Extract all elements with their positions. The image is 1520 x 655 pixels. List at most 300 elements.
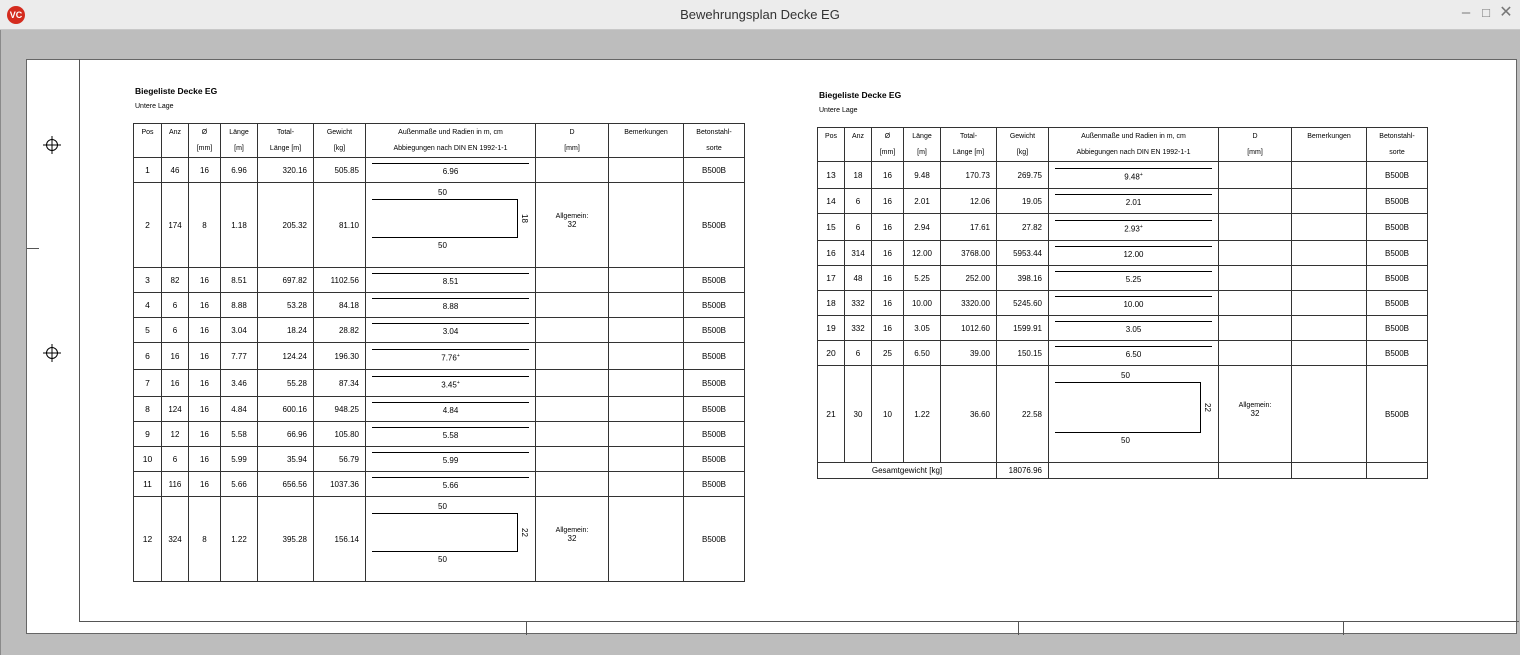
- table-row[interactable]: [134, 422, 745, 447]
- cell-count: 6: [845, 341, 872, 366]
- bar-shape-sketch: [366, 472, 535, 496]
- straight-bar-line: [372, 273, 529, 274]
- straight-bar-line: [1055, 321, 1212, 322]
- cell-bar-shape: [1049, 366, 1219, 463]
- block-title: Biegeliste Decke EG: [135, 86, 218, 96]
- bar-length-label: [1049, 250, 1218, 259]
- cell-steel-grade: B500B: [684, 472, 745, 497]
- cell-mandrel-diameter: [536, 497, 609, 582]
- column-header-total-unit: Länge [m]: [941, 145, 997, 162]
- straight-bar-line: [372, 402, 529, 403]
- straight-bar-line: [372, 427, 529, 428]
- cell-length: 2.01: [904, 189, 941, 214]
- bar-length-value: 6.50: [1125, 349, 1142, 359]
- cell-bar-shape: [1049, 266, 1219, 291]
- cell-total-length: 600.16: [258, 397, 314, 422]
- cell-weight: 1037.36: [314, 472, 366, 497]
- cell-mandrel-diameter: [1219, 316, 1292, 341]
- cell-steel-grade: B500B: [1367, 241, 1428, 266]
- bar-shape-sketch: [366, 344, 535, 368]
- straight-bar-line: [1055, 296, 1212, 297]
- bar-shape-sketch: [366, 183, 535, 267]
- cell-count: 46: [162, 158, 189, 183]
- cell-remarks: [609, 183, 684, 268]
- bar-length-value: 2.01: [1125, 197, 1142, 207]
- table-row[interactable]: [134, 397, 745, 422]
- dimension-top: 50: [438, 188, 447, 197]
- column-header-dia-unit: [mm]: [189, 141, 221, 158]
- cell-total-length: 205.32: [258, 183, 314, 268]
- cell-total-length: 124.24: [258, 343, 314, 370]
- cell-diameter: 16: [872, 291, 904, 316]
- cell-total-length: 55.28: [258, 370, 314, 397]
- cell-weight: 1102.56: [314, 268, 366, 293]
- dimension-side: 18: [519, 213, 529, 223]
- cell-mandrel-diameter: [1219, 266, 1292, 291]
- bar-length-value: 4.84: [442, 405, 459, 415]
- cell-weight: 87.34: [314, 370, 366, 397]
- table-row[interactable]: [134, 497, 745, 582]
- cell-bar-shape: [366, 472, 536, 497]
- cell-length: 12.00: [904, 241, 941, 266]
- cell-bar-shape: [366, 447, 536, 472]
- table-row[interactable]: [818, 162, 1428, 189]
- bending-schedule-table: [817, 127, 1428, 479]
- straight-bar-line: [372, 477, 529, 478]
- bar-length-label: [366, 456, 535, 465]
- cell-count: 174: [162, 183, 189, 268]
- table-header-row: [818, 128, 1428, 145]
- cell-diameter: 16: [189, 293, 221, 318]
- crosshair-icon: [43, 136, 61, 154]
- cell-length: 4.84: [221, 397, 258, 422]
- title-block-divider: [526, 622, 527, 635]
- cell-mandrel-diameter: [1219, 189, 1292, 214]
- table-row[interactable]: [818, 189, 1428, 214]
- cell-diameter: 16: [872, 316, 904, 341]
- cell-weight: 948.25: [314, 397, 366, 422]
- cell-length: 5.25: [904, 266, 941, 291]
- cell-diameter: 25: [872, 341, 904, 366]
- cell-steel-grade: B500B: [1367, 189, 1428, 214]
- cell-length: 2.94: [904, 214, 941, 241]
- table-row[interactable]: [818, 316, 1428, 341]
- cell-grade: [1367, 463, 1428, 479]
- cell-steel-grade: B500B: [1367, 162, 1428, 189]
- cell-pos: 10: [134, 447, 162, 472]
- bar-shape-sketch: [1049, 266, 1218, 290]
- cell-steel-grade: B500B: [684, 268, 745, 293]
- cell-bar-shape: [366, 370, 536, 397]
- cell-length: 6.96: [221, 158, 258, 183]
- column-header-weight-unit: [kg]: [997, 145, 1049, 162]
- cell-mandrel-diameter: [1219, 341, 1292, 366]
- straight-bar-line: [372, 452, 529, 453]
- cell-steel-grade: B500B: [684, 293, 745, 318]
- cell-steel-grade: B500B: [684, 343, 745, 370]
- table-row[interactable]: [134, 370, 745, 397]
- cell-remarks: [609, 318, 684, 343]
- bar-shape-sketch: [1049, 316, 1218, 340]
- cell-mandrel-diameter: [1219, 241, 1292, 266]
- cell-remarks: [609, 268, 684, 293]
- cell-pos: 11: [134, 472, 162, 497]
- cell-weight: 5953.44: [997, 241, 1049, 266]
- cell-length: 3.05: [904, 316, 941, 341]
- cell-length: 1.22: [904, 366, 941, 463]
- bar-length-value: 7.76: [441, 353, 457, 363]
- cell-pos: 5: [134, 318, 162, 343]
- total-weight-value: 18076.96: [997, 463, 1049, 479]
- cell-weight: 150.15: [997, 341, 1049, 366]
- title-block-divider: [1343, 622, 1344, 635]
- cell-length: 1.18: [221, 183, 258, 268]
- column-header-len-unit: [m]: [221, 141, 258, 158]
- cell-pos: 9: [134, 422, 162, 447]
- cell-weight: 5245.60: [997, 291, 1049, 316]
- total-weight-row: [818, 463, 1428, 479]
- cell-diameter: 16: [189, 158, 221, 183]
- bar-length-label: [366, 327, 535, 336]
- table-row[interactable]: [134, 343, 745, 370]
- cell-steel-grade: B500B: [1367, 291, 1428, 316]
- mandrel-value: 32: [567, 220, 577, 229]
- cell-count: 30: [845, 366, 872, 463]
- column-header-pos: Pos: [818, 128, 845, 145]
- cell-count: 16: [162, 343, 189, 370]
- drawing-sheet: [26, 59, 1517, 634]
- cell-steel-grade: B500B: [684, 183, 745, 268]
- column-header-remarks-unit: [609, 141, 684, 158]
- cell-count: 48: [845, 266, 872, 291]
- table-row[interactable]: [134, 472, 745, 497]
- bar-length-label: [366, 353, 535, 363]
- straight-bar-line: [372, 323, 529, 324]
- straight-bar-line: [1055, 220, 1212, 221]
- bar-length-label: [1049, 224, 1218, 234]
- cell-weight: 105.80: [314, 422, 366, 447]
- cell-length: 3.04: [221, 318, 258, 343]
- bar-length-value: 6.96: [442, 166, 459, 176]
- cell-remarks: [1292, 463, 1367, 479]
- cell-diameter: 16: [872, 162, 904, 189]
- cell-total-length: 17.61: [941, 214, 997, 241]
- cell-bar-shape: [1049, 162, 1219, 189]
- cell-pos: 8: [134, 397, 162, 422]
- table-row[interactable]: [818, 366, 1428, 463]
- cell-count: 332: [845, 316, 872, 341]
- cell-d: [1219, 463, 1292, 479]
- cell-count: 12: [162, 422, 189, 447]
- cell-remarks: [1292, 316, 1367, 341]
- cell-count: 332: [845, 291, 872, 316]
- cell-count: 6: [845, 214, 872, 241]
- bar-shape-sketch: [1049, 366, 1218, 462]
- cell-mandrel-diameter: [536, 158, 609, 183]
- cell-steel-grade: B500B: [1367, 316, 1428, 341]
- cell-mandrel-diameter: [536, 370, 609, 397]
- table-row[interactable]: [134, 268, 745, 293]
- column-header-shape-unit: Abbiegungen nach DIN EN 1992-1-1: [1049, 145, 1219, 162]
- cell-remarks: [609, 397, 684, 422]
- maximize-icon[interactable]: □: [1482, 5, 1490, 20]
- mandrel-value: 32: [1250, 409, 1260, 418]
- cell-total-length: 1012.60: [941, 316, 997, 341]
- app-logo-icon: VC: [7, 6, 25, 24]
- cell-count: 18: [845, 162, 872, 189]
- table-row[interactable]: [134, 183, 745, 268]
- cell-bar-shape: [1049, 189, 1219, 214]
- dimension-bottom: 50: [438, 555, 447, 564]
- cell-weight: 22.58: [997, 366, 1049, 463]
- bar-mark: +: [456, 379, 460, 386]
- cell-count: 6: [162, 447, 189, 472]
- cell-total-length: 53.28: [258, 293, 314, 318]
- cell-pos: 21: [818, 366, 845, 463]
- table-header-row: [134, 141, 745, 158]
- column-header-d: D: [1219, 128, 1292, 145]
- column-header-remarks: Bemerkungen: [1292, 128, 1367, 145]
- bar-mark: +: [1139, 171, 1143, 178]
- bar-shape-sketch: [1049, 341, 1218, 365]
- cell-total-length: 697.82: [258, 268, 314, 293]
- bar-shape-sketch: [366, 318, 535, 342]
- cell-length: 7.77: [221, 343, 258, 370]
- cell-bar-shape: [366, 158, 536, 183]
- cell-bar-shape: [366, 183, 536, 268]
- drawing-workspace[interactable]: [0, 30, 1520, 655]
- cell-pos: 18: [818, 291, 845, 316]
- straight-bar-line: [1055, 168, 1212, 169]
- cell-steel-grade: B500B: [684, 447, 745, 472]
- cell-total-length: 3768.00: [941, 241, 997, 266]
- cell-steel-grade: B500B: [1367, 366, 1428, 463]
- cell-mandrel-diameter: [536, 472, 609, 497]
- cell-bar-shape: [366, 268, 536, 293]
- cell-pos: 6: [134, 343, 162, 370]
- table-row[interactable]: [134, 293, 745, 318]
- table-row[interactable]: [134, 158, 745, 183]
- straight-bar-line: [1055, 271, 1212, 272]
- column-header-grade: Betonstahl-: [1367, 128, 1428, 145]
- bar-length-label: [1049, 300, 1218, 309]
- cell-length: 8.88: [221, 293, 258, 318]
- bar-length-label: [1049, 198, 1218, 207]
- cell-count: 82: [162, 268, 189, 293]
- column-header-total-unit: Länge [m]: [258, 141, 314, 158]
- cell-count: 16: [162, 370, 189, 397]
- straight-bar-line: [372, 163, 529, 164]
- cell-remarks: [609, 158, 684, 183]
- column-header-shape: Außenmaße und Radien in m, cm: [1049, 128, 1219, 145]
- table-row[interactable]: [818, 341, 1428, 366]
- cell-diameter: 16: [189, 447, 221, 472]
- bar-length-label: [1049, 172, 1218, 182]
- cell-remarks: [1292, 162, 1367, 189]
- cell-total-length: 12.06: [941, 189, 997, 214]
- cell-mandrel-diameter: [536, 293, 609, 318]
- bar-shape-sketch: [366, 371, 535, 395]
- cell-total-length: 656.56: [258, 472, 314, 497]
- cell-steel-grade: B500B: [684, 497, 745, 582]
- cell-pos: 17: [818, 266, 845, 291]
- cell-mandrel-diameter: [1219, 214, 1292, 241]
- cell-weight: 56.79: [314, 447, 366, 472]
- block-subtitle: Untere Lage: [135, 103, 174, 110]
- cell-weight: 196.30: [314, 343, 366, 370]
- bar-length-value: 5.66: [442, 480, 459, 490]
- bar-length-value: 8.51: [442, 276, 459, 286]
- bar-length-value: 9.48: [1124, 172, 1140, 182]
- cell-total-length: 3320.00: [941, 291, 997, 316]
- cell-bar-shape: [1049, 341, 1219, 366]
- column-header-weight-unit: [kg]: [314, 141, 366, 158]
- cell-length: 3.46: [221, 370, 258, 397]
- cell-pos: 3: [134, 268, 162, 293]
- cell-remarks: [1292, 214, 1367, 241]
- cell-bar-shape: [366, 293, 536, 318]
- column-header-len: Länge: [221, 124, 258, 141]
- table-row[interactable]: [818, 214, 1428, 241]
- table-row[interactable]: [134, 318, 745, 343]
- cell-remarks: [1292, 341, 1367, 366]
- cell-count: 124: [162, 397, 189, 422]
- straight-bar-line: [1055, 246, 1212, 247]
- cell-length: 8.51: [221, 268, 258, 293]
- cell-weight: 1599.91: [997, 316, 1049, 341]
- cell-pos: 15: [818, 214, 845, 241]
- cell-remarks: [609, 293, 684, 318]
- cell-remarks: [1292, 366, 1367, 463]
- cell-pos: 12: [134, 497, 162, 582]
- bending-schedule-table: [133, 123, 745, 582]
- straight-bar-line: [1055, 194, 1212, 195]
- cell-mandrel-diameter: [1219, 162, 1292, 189]
- bar-length-label: [366, 481, 535, 490]
- cell-mandrel-diameter: [536, 183, 609, 268]
- bar-length-value: 10.00: [1123, 299, 1144, 309]
- column-header-anz-unit: [162, 141, 189, 158]
- column-header-anz: Anz: [845, 128, 872, 145]
- cell-remarks: [1292, 189, 1367, 214]
- bar-length-label: [366, 406, 535, 415]
- cell-pos: 2: [134, 183, 162, 268]
- column-header-dia: Ø: [189, 124, 221, 141]
- bar-shape-sketch: [366, 497, 535, 581]
- column-header-d-unit: [mm]: [1219, 145, 1292, 162]
- cell-diameter: 16: [189, 422, 221, 447]
- column-header-pos: Pos: [134, 124, 162, 141]
- minimize-icon[interactable]: –: [1461, 4, 1471, 21]
- cell-weight: 269.75: [997, 162, 1049, 189]
- column-header-dia-unit: [mm]: [872, 145, 904, 162]
- bar-length-value: 5.58: [442, 430, 459, 440]
- cell-bar-shape: [1049, 214, 1219, 241]
- column-header-anz: Anz: [162, 124, 189, 141]
- cell-diameter: 16: [872, 241, 904, 266]
- cell-weight: 84.18: [314, 293, 366, 318]
- crosshair-icon: [43, 344, 61, 362]
- bar-shape-sketch: [366, 293, 535, 317]
- cell-remarks: [609, 370, 684, 397]
- bar-length-value: 5.99: [442, 455, 459, 465]
- bar-length-value: 5.25: [1125, 274, 1142, 284]
- cell-diameter: 10: [872, 366, 904, 463]
- table-row[interactable]: [818, 291, 1428, 316]
- cell-count: 6: [162, 293, 189, 318]
- close-icon[interactable]: ✕: [1499, 4, 1513, 21]
- cell-mandrel-diameter: [536, 343, 609, 370]
- column-header-d-unit: [mm]: [536, 141, 609, 158]
- cell-diameter: 16: [189, 397, 221, 422]
- block-subtitle: Untere Lage: [819, 107, 858, 114]
- bar-length-label: [366, 167, 535, 176]
- bar-shape-sketch: [366, 397, 535, 421]
- cell-weight: 398.16: [997, 266, 1049, 291]
- cell-diameter: 16: [872, 214, 904, 241]
- column-header-anz-unit: [845, 145, 872, 162]
- cell-length: 9.48: [904, 162, 941, 189]
- cell-weight: 81.10: [314, 183, 366, 268]
- bar-length-label: [1049, 275, 1218, 284]
- cell-steel-grade: B500B: [684, 318, 745, 343]
- table-row[interactable]: [818, 266, 1428, 291]
- cell-total-length: 395.28: [258, 497, 314, 582]
- cell-remarks: [609, 343, 684, 370]
- cell-remarks: [609, 422, 684, 447]
- bar-shape-sketch: [1049, 241, 1218, 265]
- cell-length: 1.22: [221, 497, 258, 582]
- table-row[interactable]: [818, 241, 1428, 266]
- cell-weight: 19.05: [997, 189, 1049, 214]
- bar-length-label: [366, 380, 535, 390]
- table-header-row: [134, 124, 745, 141]
- cell-steel-grade: B500B: [684, 422, 745, 447]
- cell-mandrel-diameter: [1219, 366, 1292, 463]
- cell-mandrel-diameter: [536, 447, 609, 472]
- dimension-side: 22: [1202, 402, 1212, 412]
- cell-steel-grade: B500B: [684, 158, 745, 183]
- cell-diameter: 8: [189, 183, 221, 268]
- cell-mandrel-diameter: [536, 318, 609, 343]
- cell-count: 6: [845, 189, 872, 214]
- cell-mandrel-diameter: [1219, 291, 1292, 316]
- bar-length-value: 12.00: [1123, 249, 1144, 259]
- cell-count: 116: [162, 472, 189, 497]
- cell-remarks: [609, 497, 684, 582]
- bar-length-value: 2.93: [1124, 224, 1140, 234]
- straight-bar-line: [1055, 346, 1212, 347]
- cell-pos: 13: [818, 162, 845, 189]
- cell-diameter: 16: [872, 266, 904, 291]
- cell-diameter: 16: [189, 343, 221, 370]
- cell-diameter: 16: [189, 472, 221, 497]
- cell-remarks: [1292, 266, 1367, 291]
- cell-total-length: 252.00: [941, 266, 997, 291]
- cell-weight: 505.85: [314, 158, 366, 183]
- stirrup-shape: [372, 199, 518, 238]
- straight-bar-line: [372, 298, 529, 299]
- cell-total-length: 170.73: [941, 162, 997, 189]
- table-row[interactable]: [134, 447, 745, 472]
- cell-mandrel-diameter: [536, 422, 609, 447]
- cell-mandrel-diameter: [536, 268, 609, 293]
- bar-shape-sketch: [1049, 163, 1218, 187]
- cell-shape: [1049, 463, 1219, 479]
- dimension-side: 22: [519, 527, 529, 537]
- bar-mark: +: [456, 352, 460, 359]
- straight-bar-line: [372, 376, 529, 377]
